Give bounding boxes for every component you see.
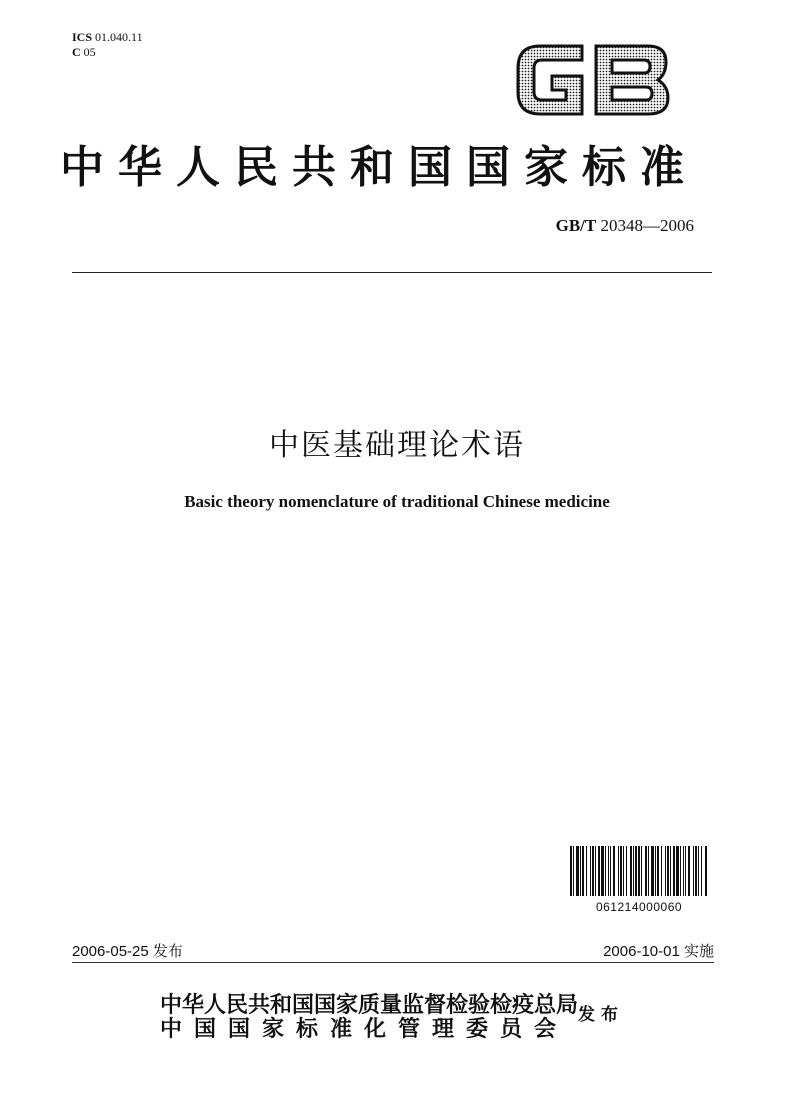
standard-category-title: 中华人民共和国国家标准 [60, 142, 698, 193]
footer-divider [72, 962, 714, 963]
publish-label: 发布 [578, 1005, 624, 1025]
gb-logo-icon [512, 40, 672, 120]
ccs-label: C [72, 45, 81, 59]
ics-code: 01.040.11 [95, 30, 143, 44]
standard-code-number: 20348—2006 [600, 216, 694, 235]
issuer-aqsiq: 中华人民共和国国家质量监督检验检疫总局 [160, 992, 579, 1018]
issuer-sac: 中国国家标准化管理委员会 [160, 1016, 569, 1042]
ics-label: ICS [72, 30, 93, 44]
classification-codes [72, 30, 143, 60]
document-title-chinese: 中医基础理论术语 [269, 428, 525, 463]
barcode-icon [568, 846, 710, 896]
standard-code [556, 216, 694, 236]
ccs-code: 05 [83, 45, 96, 59]
header-divider [72, 272, 712, 273]
ccs-line [72, 45, 143, 60]
implementation-date: 2006-10-01 实施 [603, 943, 714, 960]
barcode-number: 061214000060 [595, 900, 683, 914]
standard-code-prefix: GB/T [555, 216, 597, 235]
document-title-english: Basic theory nomenclature of traditional Chinese medicine [184, 492, 610, 511]
release-date: 2006-05-25 发布 [72, 943, 183, 960]
ics-line [72, 30, 143, 45]
